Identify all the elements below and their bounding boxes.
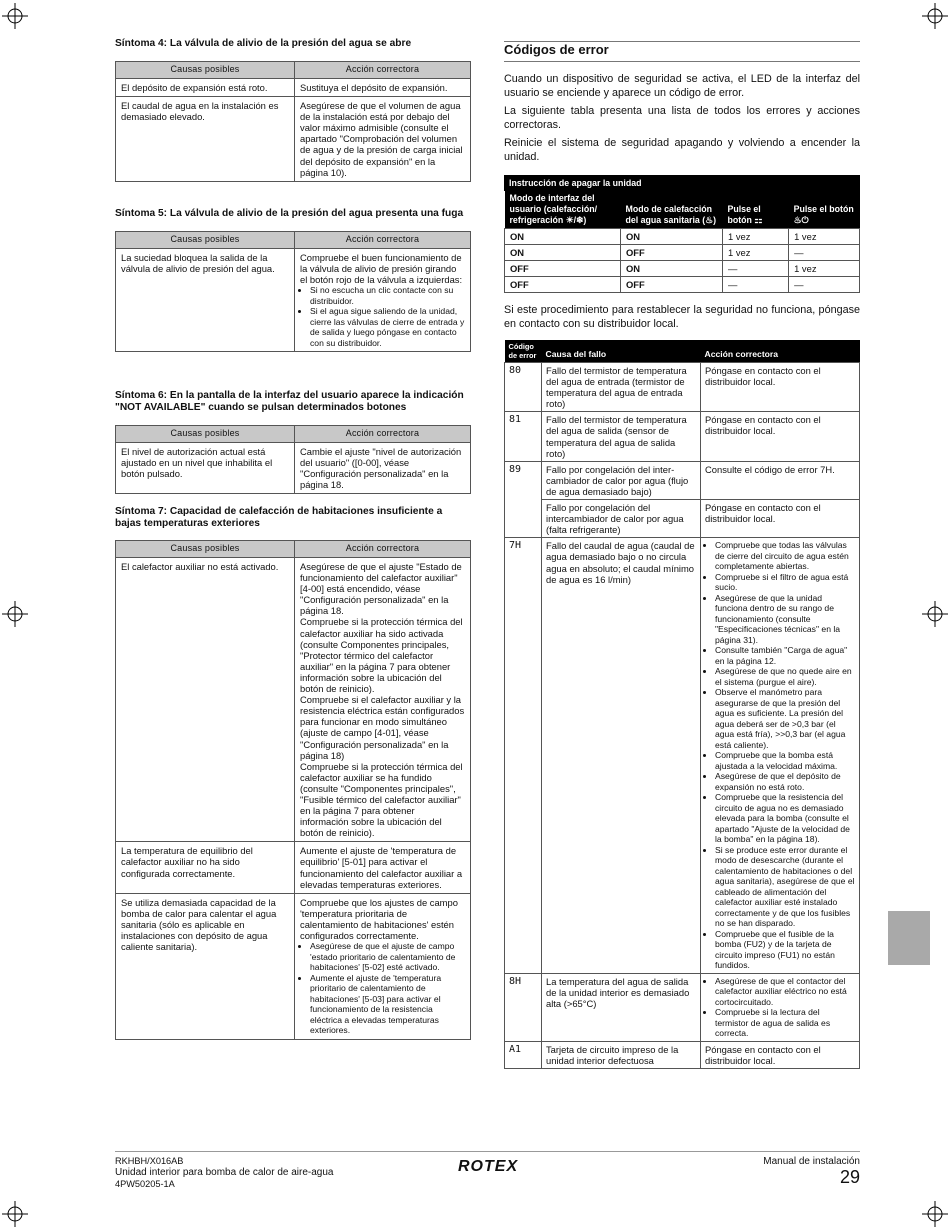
action-cell: Asegúrese de que el volumen de agua de la instalación está por debajo del valor máximo admisible (consulte el apartado "Comprobación del volumen de agua y de la presión de carga inicial del depósito de expansión" en la página 10).	[295, 97, 471, 182]
symptom-title: Síntoma 5: La válvula de alivio de la presión del agua presenta una fuga	[115, 208, 464, 219]
shutdown-table	[504, 191, 860, 293]
error-action	[701, 538, 860, 974]
shutdown-header: Modo de calefacción del agua sanitaria (♨)	[621, 191, 723, 229]
list-item: • Si no escucha un clic contacte con su distribuidor.	[310, 285, 465, 306]
header-action: Acción correctora	[295, 426, 471, 443]
list-item: • Aumente el ajuste de 'temperatura prioritario de calentamiento de habitaciones' [5-03] para activar el funcionamiento de la resistencia eléctrica a elevadas temperaturas exteriores.	[310, 973, 465, 1036]
list-item: • Si se produce este error durante el modo de desescarche (durante el calentamiento de habitaciones o del agua sanitaria), asegúrese de que el cableado de alimentación del calefactor auxiliar esté instalado correctamente y de que los fusibles no se han disparado.	[715, 845, 855, 929]
table-row	[505, 973, 860, 1041]
table-row	[505, 277, 860, 293]
list-item: • Compruebe que el fusible de la bomba (FU2) y de la tarjeta de circuito impreso (FU1) no están fundidos.	[715, 929, 855, 971]
table-row	[116, 893, 471, 1039]
error-action: Póngase en contacto con el distribuidor local.	[701, 363, 860, 412]
action-cell: Cambie el ajuste "nivel de autorización del usuario" ([0-00], véase "Configuración personalizada" en la página 18.	[295, 443, 471, 494]
table-cell: ON	[505, 229, 621, 245]
paragraph: Reinicie el sistema de seguridad apagando y volviendo a encender la unidad.	[504, 136, 860, 164]
causes-table	[115, 425, 471, 494]
symptom-6-block	[115, 390, 471, 494]
footer-left	[115, 1156, 333, 1190]
error-action: Póngase en contacto con el distribuidor local.	[701, 412, 860, 461]
table-row	[505, 461, 860, 499]
table-row	[116, 97, 471, 182]
list-item: • Asegúrese de que el depósito de expansión no está roto.	[715, 771, 855, 792]
table-cell: ON	[505, 245, 621, 261]
list-item: • Compruebe que todas las válvulas de cierre del circuito de agua estén completamente abiertas.	[715, 540, 855, 572]
table-cell: —	[723, 277, 789, 293]
table-cell: 1 vez	[723, 245, 789, 261]
section-rule-top	[504, 41, 860, 42]
error-code: 89	[505, 461, 542, 538]
intro-text	[504, 72, 860, 167]
list-item: • Consulte también "Carga de agua" en la página 12.	[715, 645, 855, 666]
header-action: Acción correctora	[295, 232, 471, 249]
action-text: Compruebe que los ajustes de campo 'temperatura prioritaria de calentamiento de habitaciones' estén configurados correctamente.	[300, 896, 458, 941]
action-cell	[295, 249, 471, 352]
header-action: Acción correctora	[295, 62, 471, 79]
reset-note: Si este procedimiento para restablecer la seguridad no funciona, póngase en contacto con su distribuidor local.	[504, 304, 860, 331]
error-code: 81	[505, 412, 542, 461]
error-cause: Tarjeta de circuito impreso de la unidad interior defectuosa	[542, 1041, 701, 1068]
shutdown-header: Pulse el botón ⚏	[723, 191, 789, 229]
header-causes: Causas posibles	[116, 232, 295, 249]
table-row	[505, 229, 860, 245]
table-cell: OFF	[621, 245, 723, 261]
table-cell: 1 vez	[723, 229, 789, 245]
error-action: Póngase en contacto con el distribuidor local.	[701, 1041, 860, 1068]
causes-table	[115, 540, 471, 1040]
list-item: • Asegúrese de que el ajuste de campo 'estado prioritario de calentamiento de habitaciones' [5-02] esté activado.	[310, 941, 465, 973]
list-item: • Compruebe que la bomba está ajustada a la velocidad máxima.	[715, 750, 855, 771]
doc-ref: 4PW50205-1A	[115, 1179, 175, 1189]
table-cell: 1 vez	[789, 229, 860, 245]
section-rule-bottom	[504, 61, 860, 62]
table-cell: —	[723, 261, 789, 277]
action-bullets	[705, 976, 855, 1039]
error-action: Póngase en contacto con el distribuidor local.	[701, 500, 860, 538]
action-cell	[295, 893, 471, 1039]
table-cell: ON	[621, 229, 723, 245]
cause-cell: El depósito de expansión está roto.	[116, 79, 295, 97]
table-cell: —	[789, 245, 860, 261]
table-row	[116, 842, 471, 893]
error-code: 8H	[505, 973, 542, 1041]
doc-subtitle: Unidad interior para bomba de calor de aire-agua	[115, 1167, 334, 1178]
error-cause: Fallo por congelación del intercambiador de calor por agua (falta refrigerante)	[542, 500, 701, 538]
table-cell: OFF	[621, 277, 723, 293]
error-cause: Fallo del termistor de temperatura del agua de entrada (termistor de temperatura del agua de entrada roto)	[542, 363, 701, 412]
symptom-7-block	[115, 506, 471, 1040]
shutdown-table-block	[504, 175, 860, 293]
registration-mark-bottom-right	[922, 1201, 948, 1227]
error-code: 7H	[505, 538, 542, 974]
list-item: • Asegúrese de que no quede aire en el sistema (purgue el aire).	[715, 666, 855, 687]
list-item: • Compruebe si la lectura del termistor de agua de salida es correcta.	[715, 1007, 855, 1039]
list-item: • Si el agua sigue saliendo de la unidad, cierre las válvulas de cierre de entrada y de salida y luego póngase en contacto con su distribuidor.	[310, 306, 465, 348]
shutdown-table-title: Instrucción de apagar la unidad	[504, 175, 860, 191]
symptom-title: Síntoma 4: La válvula de alivio de la presión del agua se abre	[115, 38, 412, 49]
table-row	[116, 79, 471, 97]
symptom-5-block	[115, 208, 471, 352]
table-row	[505, 500, 860, 538]
table-row	[505, 245, 860, 261]
section-title: Códigos de error	[504, 42, 609, 57]
list-item: • Compruebe que la resistencia del circuito de agua no es demasiado elevada para la bomba (consulte el apartado "Ajuste de la velocidad de la bomba" en la página 18).	[715, 792, 855, 845]
chapter-tab	[888, 911, 930, 965]
error-code: A1	[505, 1041, 542, 1068]
table-row	[505, 261, 860, 277]
page-number: 29	[839, 1167, 860, 1187]
action-bullets	[705, 540, 855, 971]
error-cause: Fallo por congelación del inter-cambiador de calor por agua (flujo de agua demasiado bajo)	[542, 461, 701, 499]
symptom-title: Síntoma 6: En la pantalla de la interfaz del usuario aparece la indicación "NOT AVAILABLE" cuando se pulsan determinados botones	[115, 390, 464, 413]
header-action: Acción correctora	[295, 541, 471, 558]
action-bullets	[300, 285, 465, 348]
footer-rule	[115, 1151, 860, 1152]
action-cell: Aumente el ajuste de 'temperatura de equilibrio' [5-01] para activar el funcionamiento del calefactor auxiliar a elevadas temperaturas exteriores.	[295, 842, 471, 893]
symptom-title: Síntoma 7: Capacidad de calefacción de habitaciones insuficiente a bajas temperaturas exteriores	[115, 506, 443, 529]
registration-mark-bottom-left	[2, 1201, 28, 1227]
table-cell: OFF	[505, 277, 621, 293]
registration-mark-mid-left	[2, 601, 28, 627]
table-cell: ON	[621, 261, 723, 277]
table-row	[505, 1041, 860, 1068]
cause-cell: El nivel de autorización actual está ajustado en un nivel que inhabilita el botón pulsado.	[116, 443, 295, 494]
action-bullets	[300, 941, 465, 1036]
action-text: Compruebe el buen funcionamiento de la válvula de alivio de presión girando el botón rojo de la válvula a izquierdas:	[300, 252, 463, 286]
error-header-action: Acción correctora	[701, 340, 860, 363]
table-cell: 1 vez	[789, 261, 860, 277]
cause-cell: El calefactor auxiliar no está activado.	[116, 558, 295, 842]
doc-code: RKHBH/X016AB	[115, 1156, 184, 1166]
shutdown-header: Modo de interfaz del usuario (calefacción/ refrigeración ☀/❄)	[505, 191, 621, 229]
cause-cell: El caudal de agua en la instalación es demasiado elevado.	[116, 97, 295, 182]
shutdown-header: Pulse el botón ♨⏻	[789, 191, 860, 229]
table-cell: —	[789, 277, 860, 293]
cause-cell: La temperatura de equilibrio del calefactor auxiliar no ha sido configurada correctamente.	[116, 842, 295, 893]
table-row	[505, 412, 860, 461]
error-action: Consulte el código de error 7H.	[701, 461, 860, 499]
error-code: 80	[505, 363, 542, 412]
footer-right	[700, 1156, 860, 1187]
causes-table	[115, 61, 471, 182]
list-item: • Asegúrese de que la unidad funciona dentro de su rango de funcionamiento (consulte "Especificaciones técnicas" en la página 31).	[715, 593, 855, 646]
table-cell: OFF	[505, 261, 621, 277]
error-action	[701, 973, 860, 1041]
action-cell: Asegúrese de que el ajuste "Estado de funcionamiento del calefactor auxiliar" [4-00] está encendido, véase "Configuración personalizada" en la página 18. Compruebe si la protección térmica del calefactor auxiliar ha sido activada (consulte Componentes principales, "Protector térmico del calefactor auxiliar" en la página 7 para obtener información sobre la ubicación del botón de reinicio). Compruebe si el calefactor auxiliar y la resistencia eléctrica están configurados para funcionar en modo simultáneo (ajuste de campo [4-01], véase "Configuración personalizada" en la página 18) Compruebe si la protección térmica del calefactor auxiliar se ha fundido (consulte "Componentes principales", "Fusible térmico del calefactor auxiliar" en la página 7 para obtener información sobre la ubicación del botón de reinicio).	[295, 558, 471, 842]
registration-mark-mid-right	[922, 601, 948, 627]
list-item: • Compruebe si el filtro de agua está sucio.	[715, 572, 855, 593]
header-causes: Causas posibles	[116, 541, 295, 558]
error-cause: Fallo del caudal de agua (caudal de agua demasiado bajo o no circula agua en absoluto; el caudal mínimo de agua es 16 l/min)	[542, 538, 701, 974]
table-row	[116, 249, 471, 352]
paragraph: La siguiente tabla presenta una lista de todos los errores y acciones correctoras.	[504, 104, 860, 132]
error-table-block	[504, 340, 860, 1069]
header-causes: Causas posibles	[116, 62, 295, 79]
error-header-code: Código de error	[505, 340, 542, 363]
table-row	[116, 443, 471, 494]
table-row	[505, 538, 860, 974]
list-item: • Asegúrese de que el contactor del calefactor auxiliar eléctrico no está cortocircuitado.	[715, 976, 855, 1008]
paragraph: Cuando un dispositivo de seguridad se activa, el LED de la interfaz del usuario se enciende y aparece un código de error.	[504, 73, 860, 100]
cause-cell: Se utiliza demasiada capacidad de la bomba de calor para calentar el agua sanitaria (sólo es aplicable en instalaciones con depósito de agua caliente sanitaria).	[116, 893, 295, 1039]
cause-cell: La suciedad bloquea la salida de la válvula de alivio de presión del agua.	[116, 249, 295, 352]
causes-table	[115, 231, 471, 352]
registration-mark-top-right	[922, 3, 948, 29]
header-causes: Causas posibles	[116, 426, 295, 443]
manual-title: Manual de instalación	[763, 1156, 860, 1167]
error-cause: La temperatura del agua de salida de la unidad interior es demasiado alta (>65°C)	[542, 973, 701, 1041]
error-header-cause: Causa del fallo	[542, 340, 701, 363]
action-cell: Sustituya el depósito de expansión.	[295, 79, 471, 97]
symptom-4-block	[115, 38, 471, 182]
registration-mark-top-left	[2, 3, 28, 29]
brand-logo: ROTEX	[458, 1158, 519, 1175]
list-item: • Observe el manómetro para asegurarse de que la presión del agua es suficiente. La presión del agua deberá ser de >0,3 bar (el agua está fría), >>0,3 bar (el agua está caliente).	[715, 687, 855, 750]
error-cause: Fallo del termistor de temperatura del agua de salida (sensor de temperatura del agua de salida roto)	[542, 412, 701, 461]
table-row	[505, 363, 860, 412]
error-codes-table	[504, 340, 860, 1069]
table-row	[116, 558, 471, 842]
